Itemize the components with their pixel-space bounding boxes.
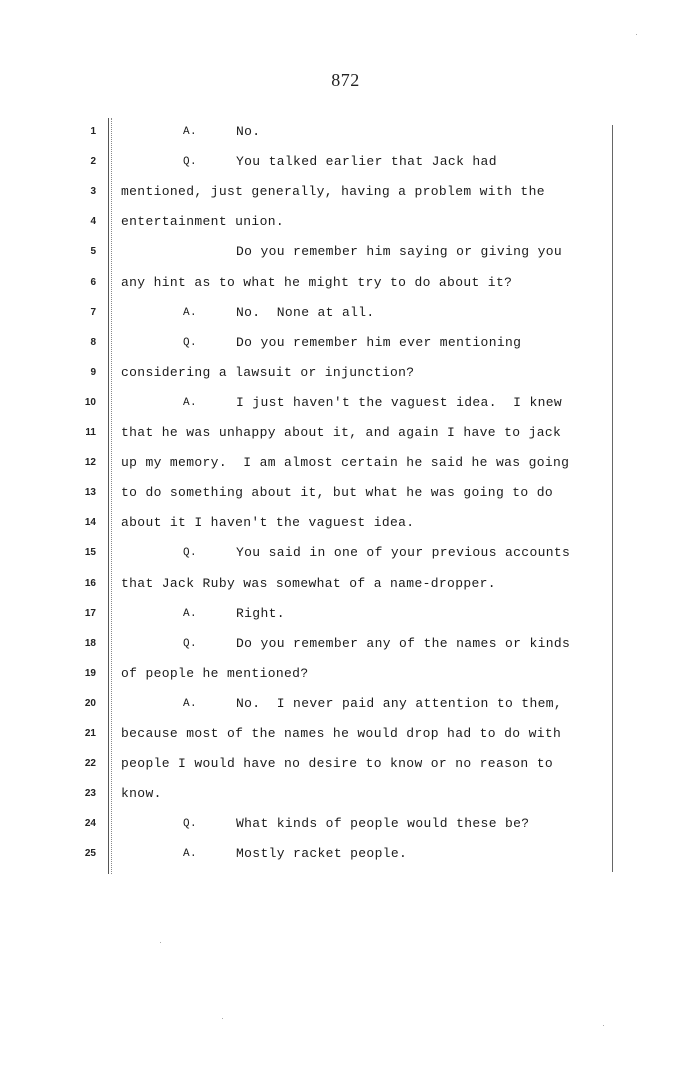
transcript-line [0, 393, 691, 413]
line-text: No. I never paid any attention to them, [236, 695, 563, 711]
speaker-label: A. [183, 848, 197, 861]
line-number: 4 [90, 216, 96, 228]
line-text: Mostly racket people. [236, 846, 408, 862]
line-number: 25 [84, 848, 96, 860]
transcript-line [0, 664, 691, 684]
line-text: of people he mentioned? [121, 665, 309, 681]
speaker-label: Q. [183, 637, 197, 650]
line-text: I just haven't the vaguest idea. I knew [236, 394, 563, 410]
line-text: mentioned, just generally, having a problem with the [121, 184, 545, 200]
line-text: Do you remember any of the names or kinds [236, 635, 571, 651]
transcript-line [0, 303, 691, 323]
line-number: 6 [90, 276, 96, 288]
speaker-label: A. [183, 697, 197, 710]
line-number: 7 [90, 306, 96, 318]
line-text: Do you remember him saying or giving you [236, 244, 563, 260]
transcript-line [0, 212, 691, 232]
transcript-line [0, 152, 691, 172]
line-text: considering a lawsuit or injunction? [121, 364, 415, 380]
line-number: 1 [90, 126, 96, 137]
line-number: 2 [90, 156, 96, 168]
transcript-line [0, 363, 691, 383]
line-text: because most of the names he would drop had to do with [121, 726, 562, 741]
line-text: know. [121, 786, 162, 802]
scan-speck [603, 1025, 604, 1026]
line-number: 18 [84, 637, 96, 649]
line-text: Right. [236, 605, 285, 621]
line-number: 11 [85, 427, 96, 438]
transcript-line [0, 574, 691, 594]
transcript-line [0, 814, 691, 834]
transcript-line [0, 754, 691, 774]
transcript-line [0, 784, 691, 804]
line-text: No. None at all. [236, 304, 375, 320]
line-text: Do you remember him ever mentioning [236, 334, 522, 350]
line-text: that he was unhappy about it, and again I have to jack [121, 425, 562, 440]
speaker-label: Q. [183, 818, 197, 831]
transcript-line [0, 513, 691, 533]
line-number: 22 [84, 758, 96, 770]
line-number: 19 [84, 667, 96, 679]
transcript-line [0, 604, 691, 624]
line-text: entertainment union. [121, 214, 285, 230]
line-number: 21 [84, 728, 96, 739]
scan-speck [160, 942, 161, 943]
speaker-label: Q. [183, 336, 197, 349]
line-number: 13 [84, 487, 96, 499]
line-number: 23 [84, 788, 96, 800]
transcript-line [0, 242, 691, 262]
speaker-label: A. [183, 126, 197, 138]
line-text: You said in one of your previous accounts [236, 545, 571, 561]
transcript-line [0, 483, 691, 503]
line-number: 3 [90, 186, 96, 198]
speaker-label: A. [183, 306, 197, 319]
line-text: No. [236, 124, 261, 139]
line-number: 15 [84, 547, 96, 559]
line-number: 16 [84, 577, 96, 589]
line-number: 5 [90, 246, 96, 258]
transcript-line [0, 423, 691, 443]
line-number: 14 [84, 517, 96, 529]
transcript-line [0, 844, 691, 864]
line-text: What kinds of people would these be? [236, 816, 530, 832]
line-number: 10 [84, 396, 96, 408]
speaker-label: A. [183, 607, 197, 620]
line-text: about it I haven't the vaguest idea. [121, 515, 415, 531]
page-number: 872 [331, 70, 360, 90]
transcript-line [0, 453, 691, 473]
line-text: You talked earlier that Jack had [236, 154, 497, 170]
transcript-line [0, 724, 691, 744]
line-text: up my memory. I am almost certain he said he was going [121, 455, 570, 471]
transcript-line [0, 182, 691, 202]
line-number: 24 [84, 818, 96, 830]
speaker-label: A. [183, 396, 197, 409]
line-number: 20 [84, 697, 96, 709]
line-number: 8 [90, 336, 96, 348]
transcript-line [0, 634, 691, 654]
speaker-label: Q. [183, 547, 197, 560]
line-number: 9 [90, 366, 96, 378]
line-text: that Jack Ruby was somewhat of a name-dropper. [121, 575, 496, 591]
line-text: any hint as to what he might try to do about it? [121, 274, 513, 290]
transcript-line [0, 694, 691, 714]
line-number: 17 [84, 607, 96, 619]
transcript-line [0, 122, 691, 142]
line-text: people I would have no desire to know or no reason to [121, 756, 554, 772]
speaker-label: Q. [183, 156, 197, 169]
line-number: 12 [84, 457, 96, 469]
transcript-line [0, 273, 691, 293]
transcript-line [0, 333, 691, 353]
scan-speck [636, 34, 637, 35]
line-text: to do something about it, but what he was going to do [121, 485, 554, 501]
scan-speck [222, 1018, 223, 1019]
transcript-line [0, 543, 691, 563]
